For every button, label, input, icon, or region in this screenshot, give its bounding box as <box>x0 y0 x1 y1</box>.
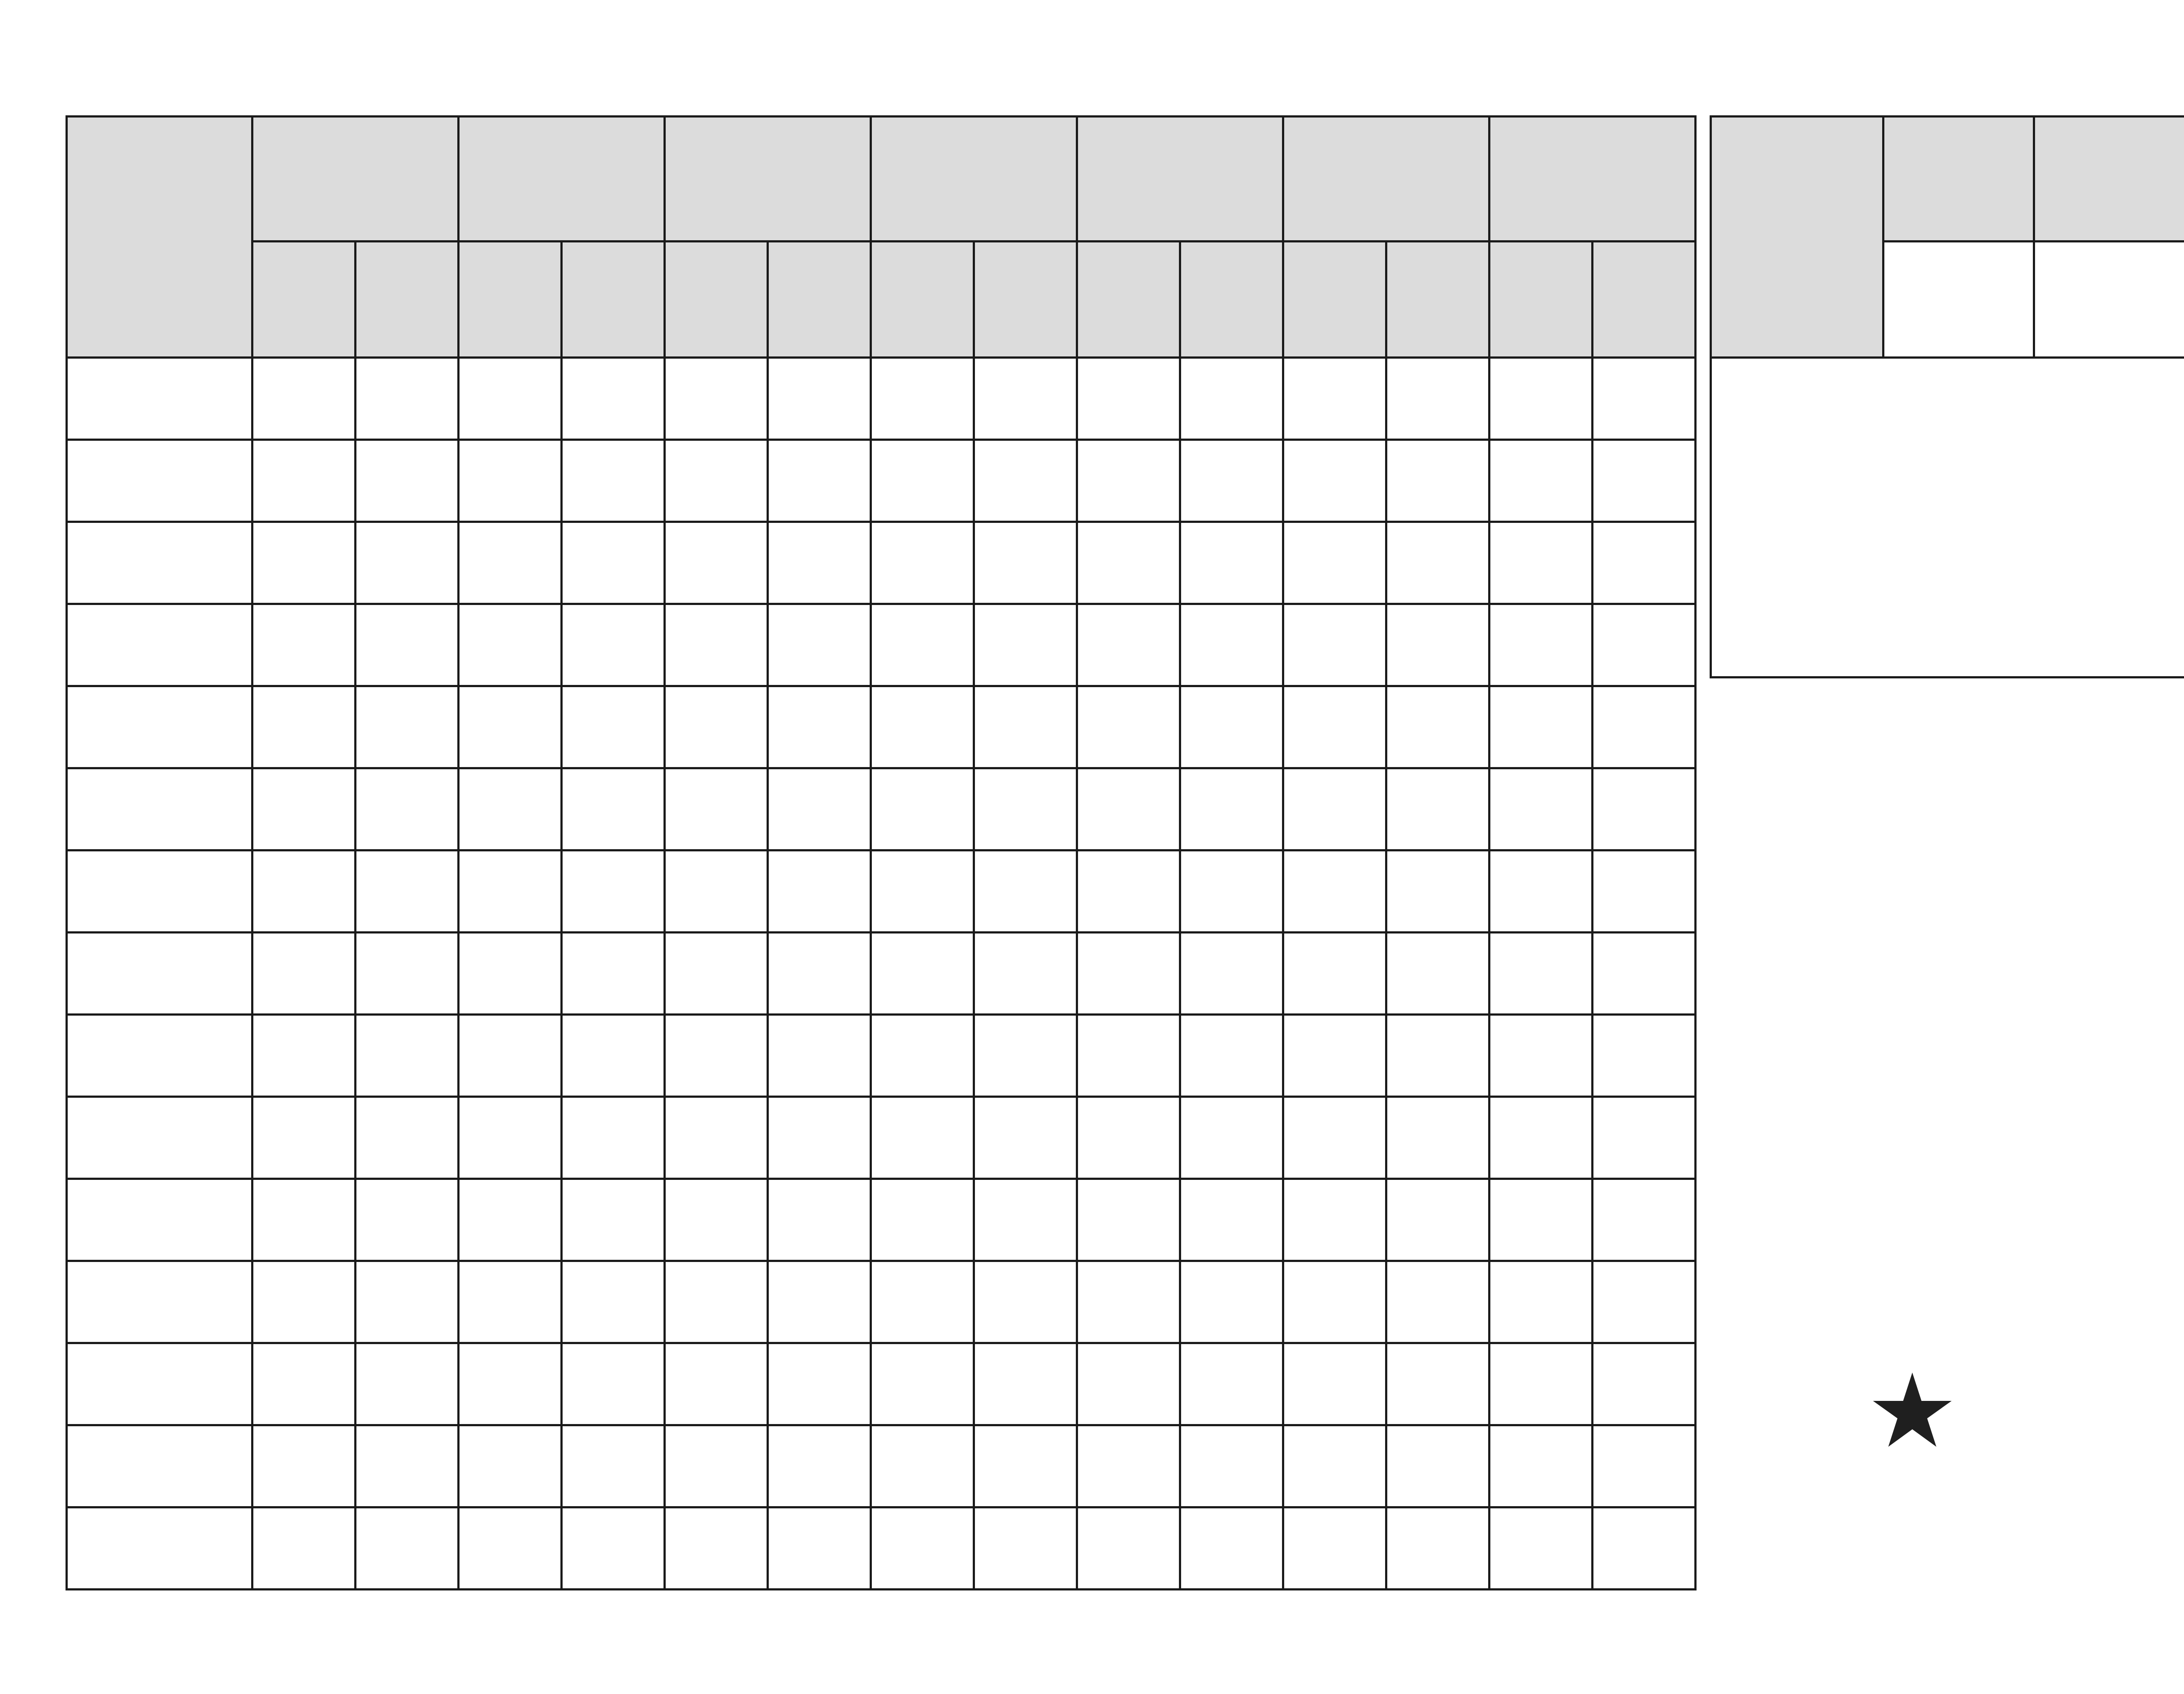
price-cell <box>1283 768 1386 850</box>
price-cell <box>356 686 459 768</box>
price-cell <box>1489 768 1593 850</box>
price-cell <box>1283 1261 1386 1343</box>
price-cell <box>1489 1343 1593 1425</box>
price-cell <box>768 1097 871 1179</box>
price-cell <box>871 1507 974 1590</box>
price-cell <box>768 768 871 850</box>
price-cell <box>1489 440 1593 522</box>
price-cell <box>768 850 871 933</box>
price-cell <box>1283 1425 1386 1507</box>
sub-header-same-size <box>252 242 356 358</box>
price-cell <box>459 933 562 1015</box>
price-cell <box>1386 1015 1489 1097</box>
price-cell <box>356 1343 459 1425</box>
price-cell <box>1489 1179 1593 1261</box>
price-cell <box>665 1343 768 1425</box>
price-cell <box>1180 1507 1283 1590</box>
price-cell <box>1386 1097 1489 1179</box>
header-row <box>67 117 1696 242</box>
price-cell <box>974 1179 1077 1261</box>
price-cell <box>1489 358 1593 440</box>
price-cell <box>1283 933 1386 1015</box>
price-cell <box>871 1343 974 1425</box>
price-cell <box>1593 522 1696 604</box>
price-cell <box>665 933 768 1015</box>
row-label <box>67 1179 252 1261</box>
price-cell <box>1283 522 1386 604</box>
price-cell <box>459 522 562 604</box>
price-cell <box>252 768 356 850</box>
price-cell <box>665 1097 768 1179</box>
price-cell <box>252 440 356 522</box>
price-cell <box>252 850 356 933</box>
price-cell <box>1386 440 1489 522</box>
price-cell <box>1077 522 1180 604</box>
row-label <box>67 1343 252 1425</box>
price-cell <box>1386 522 1489 604</box>
price-cell <box>1386 686 1489 768</box>
price-cell <box>252 1507 356 1590</box>
price-cell <box>665 1425 768 1507</box>
price-cell <box>1180 686 1283 768</box>
price-cell <box>356 768 459 850</box>
quantity-header <box>665 117 871 242</box>
price-cell <box>562 1015 665 1097</box>
sub-header-mixed-size <box>1386 242 1489 358</box>
price-cell <box>356 1179 459 1261</box>
price-cell <box>1283 686 1386 768</box>
price-cell <box>1180 1261 1283 1343</box>
price-cell <box>1593 1015 1696 1097</box>
price-cell <box>1386 604 1489 686</box>
price-cell <box>252 1097 356 1179</box>
price-cell <box>459 1507 562 1590</box>
price-cell <box>356 522 459 604</box>
price-cell <box>1593 850 1696 933</box>
row-label <box>67 933 252 1015</box>
price-cell <box>871 1425 974 1507</box>
price-cell <box>1386 1507 1489 1590</box>
price-cell <box>562 1425 665 1507</box>
price-cell <box>1593 358 1696 440</box>
sub-header-same-size <box>665 242 768 358</box>
price-cell <box>1180 1097 1283 1179</box>
company-seal-stamp <box>1773 1271 2052 1551</box>
row-label <box>67 1507 252 1590</box>
price-cell <box>562 522 665 604</box>
price-cell <box>1386 768 1489 850</box>
quantity-header <box>252 117 459 242</box>
price-cell <box>871 604 974 686</box>
price-cell <box>356 1261 459 1343</box>
price-cell <box>768 1179 871 1261</box>
price-cell <box>871 1015 974 1097</box>
table-row <box>67 1261 1696 1343</box>
price-cell <box>459 1097 562 1179</box>
price-cell <box>562 768 665 850</box>
price-cell <box>1077 850 1180 933</box>
table-row <box>67 440 1696 522</box>
price-cell <box>1386 933 1489 1015</box>
price-cell <box>974 1097 1077 1179</box>
price-cell <box>1077 1179 1180 1261</box>
price-cell <box>1077 1343 1180 1425</box>
price-cell <box>1180 1179 1283 1261</box>
price-cell <box>459 440 562 522</box>
price-cell <box>1077 604 1180 686</box>
row-label <box>67 1015 252 1097</box>
price-cell <box>768 933 871 1015</box>
price-cell <box>1386 1425 1489 1507</box>
price-cell <box>665 768 768 850</box>
row-label <box>67 1261 252 1343</box>
price-cell <box>871 768 974 850</box>
row-label <box>67 768 252 850</box>
price-cell <box>252 1343 356 1425</box>
price-cell <box>665 1179 768 1261</box>
price-cell <box>252 358 356 440</box>
price-cell <box>562 1507 665 1590</box>
price-cell <box>871 1097 974 1179</box>
price-cell <box>1283 850 1386 933</box>
price-cell <box>1386 850 1489 933</box>
price-cell <box>356 1507 459 1590</box>
price-cell <box>1489 686 1593 768</box>
sub-header-same-size <box>1077 242 1180 358</box>
price-cell <box>1077 1425 1180 1507</box>
price-cell <box>974 933 1077 1015</box>
price-cell <box>252 1261 356 1343</box>
price-cell <box>562 850 665 933</box>
price-cell <box>1593 1097 1696 1179</box>
main-price-table <box>66 115 1697 1590</box>
price-cell <box>1283 1015 1386 1097</box>
card-price-table <box>1710 115 2184 678</box>
price-cell <box>1077 1097 1180 1179</box>
price-cell <box>252 1425 356 1507</box>
price-cell <box>1593 1507 1696 1590</box>
sub-header-row <box>67 242 1696 358</box>
price-cell <box>1489 1261 1593 1343</box>
price-cell <box>1077 768 1180 850</box>
price-cell <box>1489 850 1593 933</box>
side-header-row <box>1711 117 2184 242</box>
price-cell <box>1593 768 1696 850</box>
price-cell <box>974 1343 1077 1425</box>
price-cell <box>1077 686 1180 768</box>
price-cell <box>1593 1261 1696 1343</box>
table-row <box>67 686 1696 768</box>
price-cell <box>974 522 1077 604</box>
row-label <box>67 358 252 440</box>
price-cell <box>459 1261 562 1343</box>
quantity-header <box>871 117 1077 242</box>
price-cell <box>1077 440 1180 522</box>
page-title <box>0 44 2184 109</box>
price-cell <box>1077 933 1180 1015</box>
price-cell <box>871 1261 974 1343</box>
price-cell <box>252 1015 356 1097</box>
sub-header-mixed-size <box>974 242 1077 358</box>
price-cell <box>665 604 768 686</box>
price-cell <box>459 1179 562 1261</box>
price-cell <box>974 1425 1077 1507</box>
price-cell <box>562 686 665 768</box>
price-cell <box>459 768 562 850</box>
card-sub-header <box>1883 242 2034 358</box>
sub-header-mixed-size <box>562 242 665 358</box>
price-cell <box>1077 1261 1180 1343</box>
price-cell <box>562 604 665 686</box>
price-cell <box>562 1343 665 1425</box>
price-cell <box>1180 604 1283 686</box>
corner-header-cell <box>67 117 252 358</box>
table-row <box>67 1507 1696 1590</box>
price-cell <box>665 522 768 604</box>
notes-row <box>1711 358 2184 678</box>
price-cell <box>459 1015 562 1097</box>
price-cell <box>356 850 459 933</box>
price-cell <box>768 1425 871 1507</box>
price-cell <box>1180 1425 1283 1507</box>
price-cell <box>252 604 356 686</box>
price-cell <box>1489 933 1593 1015</box>
price-cell <box>974 604 1077 686</box>
price-cell <box>1180 440 1283 522</box>
row-label <box>67 1097 252 1179</box>
price-cell <box>1593 1425 1696 1507</box>
price-cell <box>974 1507 1077 1590</box>
table-row <box>67 1343 1696 1425</box>
quantity-header <box>1077 117 1283 242</box>
price-cell <box>252 686 356 768</box>
sub-header-mixed-size <box>356 242 459 358</box>
price-cell <box>356 1015 459 1097</box>
notes-cell <box>1711 358 2184 678</box>
price-cell <box>665 1015 768 1097</box>
price-cell <box>768 440 871 522</box>
price-cell <box>1180 768 1283 850</box>
price-cell <box>356 604 459 686</box>
row-label <box>67 522 252 604</box>
price-cell <box>459 358 562 440</box>
price-cell <box>974 1015 1077 1097</box>
price-cell <box>1489 1507 1593 1590</box>
price-cell <box>252 933 356 1015</box>
price-cell <box>356 933 459 1015</box>
price-cell <box>665 850 768 933</box>
price-cell <box>768 1015 871 1097</box>
sub-header-same-size <box>871 242 974 358</box>
price-cell <box>1593 1179 1696 1261</box>
price-cell <box>356 358 459 440</box>
table-row <box>67 604 1696 686</box>
price-cell <box>974 440 1077 522</box>
price-cell <box>562 1179 665 1261</box>
price-cell <box>1283 604 1386 686</box>
price-cell <box>1593 1343 1696 1425</box>
price-cell <box>1489 604 1593 686</box>
table-row <box>67 1425 1696 1507</box>
price-cell <box>1283 1097 1386 1179</box>
price-cell <box>974 358 1077 440</box>
card-header <box>1883 117 2034 242</box>
price-cell <box>459 1343 562 1425</box>
price-cell <box>1386 1261 1489 1343</box>
sub-header-same-size <box>1489 242 1593 358</box>
sub-header-same-size <box>1283 242 1386 358</box>
side-corner-header <box>1711 117 1883 358</box>
fold-card-sub-header <box>2034 242 2184 358</box>
price-cell <box>1180 358 1283 440</box>
price-cell <box>1077 1507 1180 1590</box>
price-cell <box>356 440 459 522</box>
row-label <box>67 1425 252 1507</box>
price-cell <box>768 358 871 440</box>
quantity-header <box>1283 117 1489 242</box>
price-cell <box>562 1261 665 1343</box>
row-label <box>67 850 252 933</box>
price-cell <box>1593 440 1696 522</box>
price-cell <box>1077 358 1180 440</box>
price-cell <box>871 850 974 933</box>
price-cell <box>1489 1097 1593 1179</box>
price-cell <box>871 522 974 604</box>
price-cell <box>1283 1179 1386 1261</box>
price-cell <box>665 1261 768 1343</box>
price-cell <box>871 1179 974 1261</box>
row-label <box>67 686 252 768</box>
sub-header-mixed-size <box>1593 242 1696 358</box>
price-cell <box>1386 358 1489 440</box>
price-cell <box>871 358 974 440</box>
price-cell <box>1593 686 1696 768</box>
price-cell <box>1180 933 1283 1015</box>
price-cell <box>1180 850 1283 933</box>
price-cell <box>1283 440 1386 522</box>
price-cell <box>1386 1179 1489 1261</box>
price-cell <box>1283 1507 1386 1590</box>
price-cell <box>665 440 768 522</box>
price-cell <box>1593 604 1696 686</box>
quantity-header <box>1489 117 1696 242</box>
price-cell <box>562 933 665 1015</box>
table-row <box>67 1179 1696 1261</box>
price-cell <box>768 522 871 604</box>
price-cell <box>974 768 1077 850</box>
price-cell <box>974 850 1077 933</box>
price-cell <box>768 1343 871 1425</box>
price-cell <box>356 1425 459 1507</box>
price-cell <box>665 686 768 768</box>
price-cell <box>252 1179 356 1261</box>
price-cell <box>459 1425 562 1507</box>
price-cell <box>252 522 356 604</box>
price-cell <box>1593 933 1696 1015</box>
price-cell <box>562 1097 665 1179</box>
price-cell <box>1077 1015 1180 1097</box>
price-cell <box>356 1097 459 1179</box>
price-cell <box>665 1507 768 1590</box>
price-cell <box>459 686 562 768</box>
price-cell <box>1386 1343 1489 1425</box>
price-cell <box>1489 1425 1593 1507</box>
price-cell <box>1180 522 1283 604</box>
sub-header-mixed-size <box>1180 242 1283 358</box>
price-cell <box>1489 1015 1593 1097</box>
price-cell <box>459 850 562 933</box>
sub-header-mixed-size <box>768 242 871 358</box>
table-row <box>67 1097 1696 1179</box>
row-label <box>67 604 252 686</box>
table-row <box>67 850 1696 933</box>
table-row <box>67 358 1696 440</box>
price-cell <box>768 604 871 686</box>
price-cell <box>1489 522 1593 604</box>
quantity-header <box>459 117 665 242</box>
sub-header-same-size <box>459 242 562 358</box>
price-cell <box>459 604 562 686</box>
price-cell <box>871 933 974 1015</box>
fold-card-header <box>2034 117 2184 242</box>
price-cell <box>562 358 665 440</box>
price-cell <box>562 440 665 522</box>
price-cell <box>768 1261 871 1343</box>
price-cell <box>974 686 1077 768</box>
price-cell <box>665 358 768 440</box>
price-cell <box>974 1261 1077 1343</box>
price-cell <box>1180 1343 1283 1425</box>
price-cell <box>768 686 871 768</box>
price-cell <box>1283 358 1386 440</box>
table-row <box>67 522 1696 604</box>
price-cell <box>768 1507 871 1590</box>
price-cell <box>1283 1343 1386 1425</box>
row-label <box>67 440 252 522</box>
price-cell <box>871 686 974 768</box>
table-row <box>67 933 1696 1015</box>
table-row <box>67 768 1696 850</box>
price-cell <box>1180 1015 1283 1097</box>
table-row <box>67 1015 1696 1097</box>
price-cell <box>871 440 974 522</box>
